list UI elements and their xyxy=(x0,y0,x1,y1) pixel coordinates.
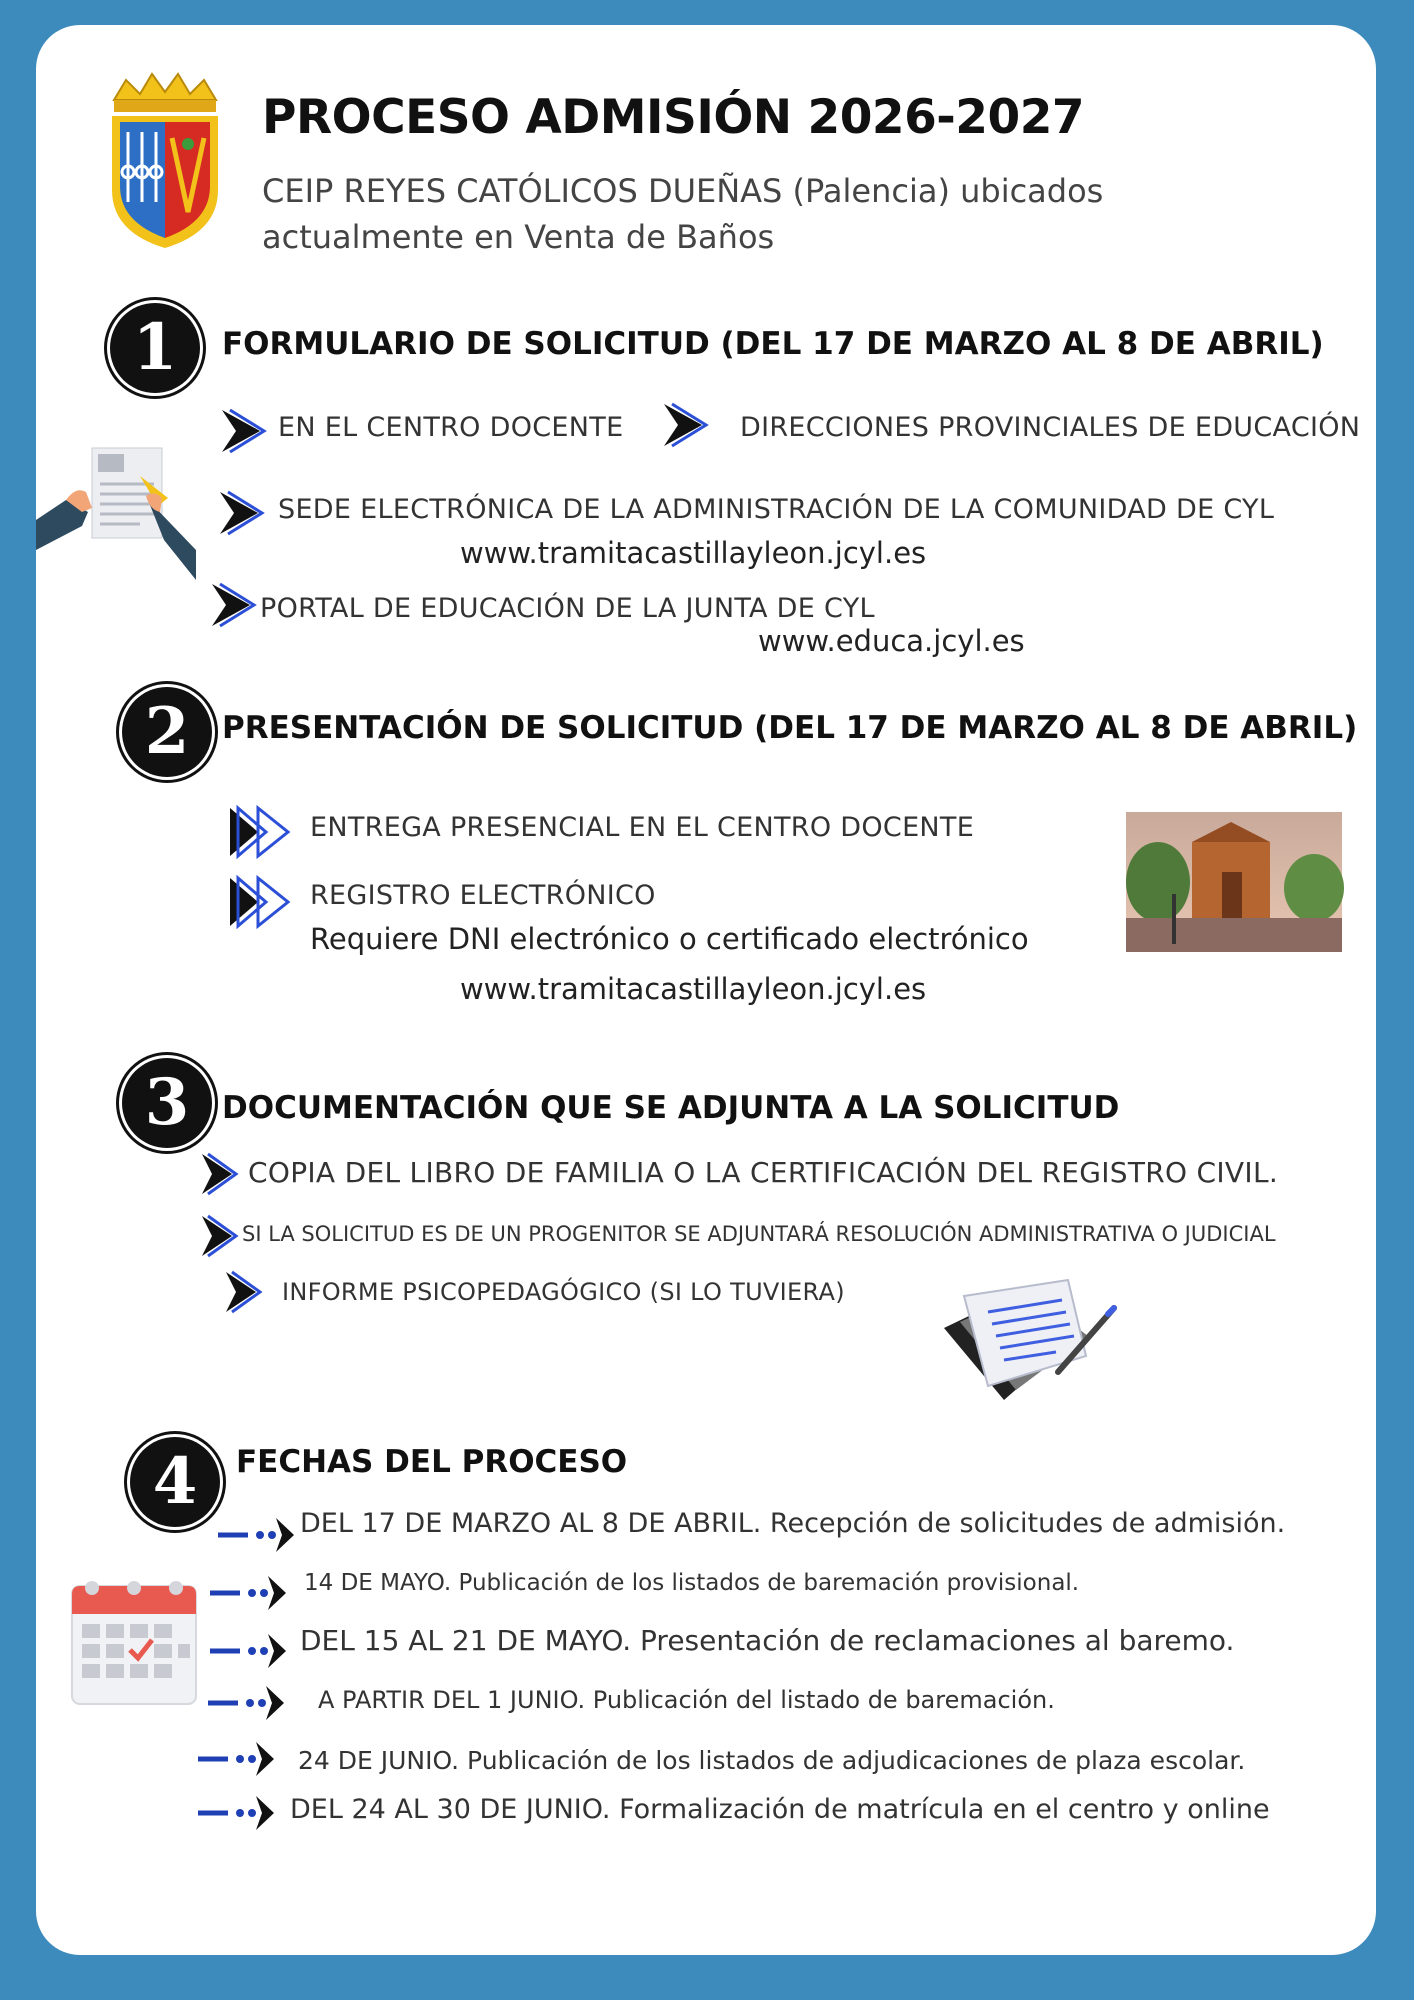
step-number-2: 2 xyxy=(122,687,212,777)
section-3-heading: DOCUMENTACIÓN QUE SE ADJUNTA A LA SOLICITUD xyxy=(222,1090,1120,1126)
section-3-item: COPIA DEL LIBRO DE FAMILIA O LA CERTIFICACIÓN DEL REGISTRO CIVIL. xyxy=(248,1156,1279,1189)
step-number-3: 3 xyxy=(122,1058,212,1148)
section-1-item: EN EL CENTRO DOCENTE xyxy=(278,412,624,443)
date-item: A PARTIR DEL 1 JUNIO. Publicación del listado de baremación. xyxy=(318,1686,1055,1714)
section-2-item: REGISTRO ELECTRÓNICO xyxy=(310,880,656,911)
dotted-arrow-icon xyxy=(196,1740,278,1778)
hands-filling-form-icon xyxy=(36,440,204,590)
date-item: 14 DE MAYO. Publicación de los listados de baremación provisional. xyxy=(304,1570,1080,1596)
section-1-url[interactable]: www.tramitacastillayleon.jcyl.es xyxy=(460,536,927,570)
date-item: 24 DE JUNIO. Publicación de los listados de adjudicaciones de plaza escolar. xyxy=(298,1746,1246,1775)
date-item: DEL 15 AL 21 DE MAYO. Presentación de reclamaciones al baremo. xyxy=(300,1624,1235,1657)
documents-pen-icon xyxy=(938,1272,1118,1402)
date-item: DEL 17 DE MARZO AL 8 DE ABRIL. Recepción de solicitudes de admisión. xyxy=(300,1508,1286,1539)
double-chevron-bullet-icon xyxy=(228,876,292,928)
step-number-1: 1 xyxy=(110,303,200,393)
double-chevron-bullet-icon xyxy=(228,806,292,858)
page-subtitle: CEIP REYES CATÓLICOS DUEÑAS (Palencia) ubicados actualmente en Venta de Baños xyxy=(262,172,1104,256)
school-coat-of-arms-icon xyxy=(106,72,224,250)
section-3-item: SI LA SOLICITUD ES DE UN PROGENITOR SE ADJUNTARÁ RESOLUCIÓN ADMINISTRATIVA O JUDICIAL xyxy=(242,1222,1276,1246)
dotted-arrow-icon xyxy=(208,1632,290,1670)
section-1-url[interactable]: www.educa.jcyl.es xyxy=(758,624,1025,658)
school-building-photo xyxy=(1126,812,1342,952)
chevron-bullet-icon xyxy=(660,402,708,448)
chevron-bullet-icon xyxy=(222,1270,262,1314)
calendar-icon xyxy=(70,1578,198,1706)
step-number-4: 4 xyxy=(130,1437,220,1527)
section-1-item: SEDE ELECTRÓNICA DE LA ADMINISTRACIÓN DE LA COMUNIDAD DE CYL xyxy=(278,494,1275,525)
section-2-note: Requiere DNI electrónico o certificado electrónico xyxy=(310,922,1029,956)
section-2-item: ENTREGA PRESENCIAL EN EL CENTRO DOCENTE xyxy=(310,812,975,843)
chevron-bullet-icon xyxy=(198,1152,238,1196)
chevron-bullet-icon xyxy=(216,490,264,536)
page-title: PROCESO ADMISIÓN 2026-2027 xyxy=(262,90,1085,145)
dotted-arrow-icon xyxy=(216,1516,298,1554)
chevron-bullet-icon xyxy=(218,408,266,454)
section-3-item: INFORME PSICOPEDAGÓGICO (SI LO TUVIERA) xyxy=(282,1278,845,1306)
section-1-item: PORTAL DE EDUCACIÓN DE LA JUNTA DE CYL xyxy=(260,593,875,624)
date-item: DEL 24 AL 30 DE JUNIO. Formalización de matrícula en el centro y online xyxy=(290,1794,1270,1825)
section-1-item: DIRECCIONES PROVINCIALES DE EDUCACIÓN xyxy=(740,412,1361,443)
dotted-arrow-icon xyxy=(206,1684,288,1722)
chevron-bullet-icon xyxy=(198,1214,238,1258)
dotted-arrow-icon xyxy=(208,1574,290,1612)
section-2-heading: PRESENTACIÓN DE SOLICITUD (DEL 17 DE MARZO AL 8 DE ABRIL) xyxy=(222,710,1358,746)
dotted-arrow-icon xyxy=(196,1794,278,1832)
section-2-url[interactable]: www.tramitacastillayleon.jcyl.es xyxy=(460,972,927,1006)
chevron-bullet-icon xyxy=(208,582,256,628)
section-4-heading: FECHAS DEL PROCESO xyxy=(236,1444,628,1480)
section-1-heading: FORMULARIO DE SOLICITUD (DEL 17 DE MARZO AL 8 DE ABRIL) xyxy=(222,326,1324,362)
